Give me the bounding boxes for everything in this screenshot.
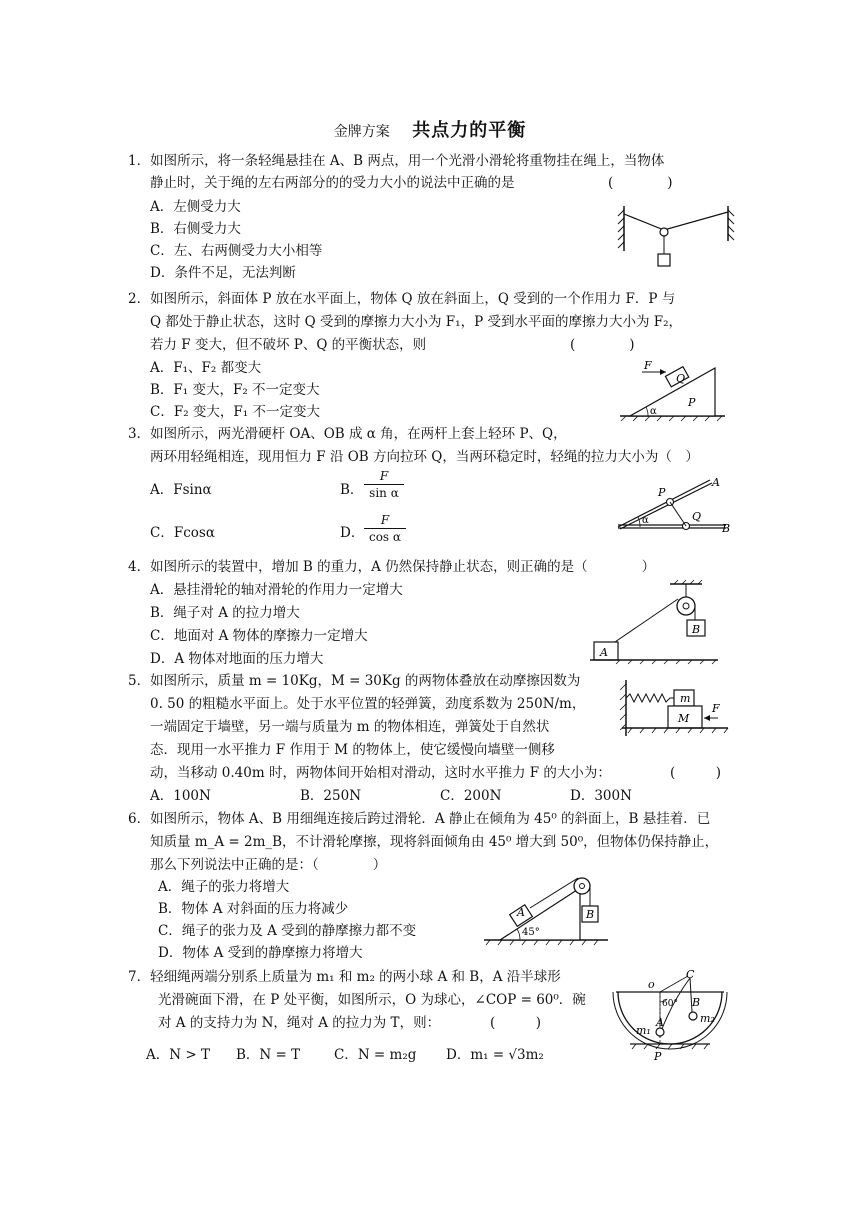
q1-option-a: A．左侧受力大 bbox=[150, 199, 241, 215]
q2-line2: Q 都处于静止状态，这时 Q 受到的摩擦力大小为 F₁，P 受到水平面的摩擦力大小为 F₂， bbox=[150, 314, 683, 330]
q7-line1: 7．轻细绳两端分别系上质量为 m₁ 和 m₂ 的两小球 A 和 B，A 沿半球形 bbox=[128, 969, 561, 985]
q4-option-a: A．悬挂滑轮的轴对滑轮的作用力一定增大 bbox=[150, 582, 403, 598]
q5-figure bbox=[618, 680, 730, 742]
page-title bbox=[0, 116, 860, 142]
q7-fig-label-b: B bbox=[692, 996, 701, 1009]
q4-fig-label-b: B bbox=[692, 623, 701, 636]
q5-fig-label-m: m bbox=[680, 692, 691, 705]
q7-figure bbox=[610, 968, 732, 1063]
q5-option-a: A．100N bbox=[150, 788, 211, 804]
q2-line3: 若力 F 变大，但不破坏 P、Q 的平衡状态，则 bbox=[150, 337, 427, 353]
q6-fig-label-a: A bbox=[517, 906, 525, 919]
title-main: 共点力的平衡 bbox=[412, 120, 527, 141]
q4-fig-label-a: A bbox=[600, 646, 608, 659]
title-prefix: 金牌方案 bbox=[333, 124, 390, 140]
q5-line5: 动，当移动 0.40m 时，两物体间开始相对滑动，这时水平推力 F 的大小为： bbox=[150, 765, 611, 781]
q1-line1: 1．如图所示，将一条轻绳悬挂在 A、B 两点，用一个光滑小滑轮将重物挂在绳上，当物体 bbox=[128, 153, 665, 169]
q3-option-d: D． bbox=[340, 525, 365, 541]
q3-line1: 3．如图所示，两光滑硬杆 OA、OB 成 α 角，在两杆上套上轻环 P、Q， bbox=[128, 426, 567, 442]
q2-fig-label-f: F bbox=[644, 359, 652, 372]
q4-figure bbox=[590, 580, 720, 664]
q6-option-c: C．绳子的张力及 A 受到的静摩擦力都不变 bbox=[158, 923, 417, 939]
q2-fig-label-alpha: α bbox=[650, 406, 657, 417]
q7-option-d: D．m₁ = √3m₂ bbox=[446, 1047, 544, 1063]
q7-line2: 光滑碗面下滑，在 P 处平衡，如图所示，O 为球心，∠COP = 60⁰．碗 bbox=[158, 992, 586, 1008]
q4-line1: 4．如图所示的装置中，增加 B 的重力，A 仍然保持静止状态，则正确的是（ ） bbox=[128, 559, 656, 575]
q7-fig-label-m1: m₁ bbox=[636, 1024, 651, 1037]
q2-figure bbox=[620, 360, 730, 422]
q7-line3: 对 A 的支持力为 N，绳对 A 的拉力为 T，则： bbox=[158, 1015, 441, 1031]
q1-option-b: B．右侧受力大 bbox=[150, 221, 241, 237]
q1-option-c: C．左、右两侧受力大小相等 bbox=[150, 243, 323, 259]
q1-line2: 静止时，关于绳的左右两部分的的受力大小的说法中正确的是 bbox=[150, 175, 515, 191]
q7-fig-label-o: o bbox=[648, 978, 655, 991]
q7-option-b: B．N = T bbox=[236, 1047, 301, 1063]
q4-option-c: C．地面对 A 物体的摩擦力一定增大 bbox=[150, 628, 368, 644]
q2-option-c: C．F₂ 变大，F₁ 不一定变大 bbox=[150, 404, 320, 420]
q1-figure bbox=[616, 206, 736, 276]
q5-line4: 态．现用一水平推力 F 作用于 M 的物体上，使它缓慢向墙壁一侧移 bbox=[150, 742, 555, 758]
q5-bracket: ( ) bbox=[670, 765, 722, 781]
q3-option-b-fraction: F sin α bbox=[364, 468, 404, 501]
q5-fig-label-big-m: M bbox=[678, 712, 690, 725]
q6-option-b: B．物体 A 对斜面的压力将减少 bbox=[158, 901, 349, 917]
q7-fig-label-c: C bbox=[686, 968, 695, 981]
q6-fig-label-b: B bbox=[586, 908, 595, 921]
q1-option-d: D．条件不足，无法判断 bbox=[150, 265, 296, 281]
q3-fig-label-alpha: α bbox=[642, 515, 649, 526]
q2-option-b: B．F₁ 变大，F₂ 不一定变大 bbox=[150, 382, 320, 398]
q3-option-b: B． bbox=[340, 482, 364, 498]
q6-option-d: D．物体 A 受到的静摩擦力将增大 bbox=[158, 945, 363, 961]
q2-option-a: A．F₁、F₂ 都变大 bbox=[150, 360, 262, 376]
q6-line1: 6．如图所示，物体 A、B 用细绳连接后跨过滑轮．A 静止在倾角为 45⁰ 的斜面上，B 悬挂着．已 bbox=[128, 811, 711, 827]
q5-option-c: C．200N bbox=[440, 788, 502, 804]
q5-line2: 0. 50 的粗糙水平面上。处于水平位置的轻弹簧，劲度系数为 250N/m， bbox=[150, 696, 586, 712]
q2-bracket: ( ) bbox=[570, 337, 635, 353]
q3-option-d-fraction: F cos α bbox=[364, 512, 406, 545]
q5-line3: 一端固定于墙壁，另一端与质量为 m 的物体相连，弹簧处于自然状 bbox=[150, 719, 550, 735]
q5-fig-label-f: F bbox=[712, 702, 720, 715]
q3-line2: 两环用轻绳相连，现用恒力 F 沿 OB 方向拉环 Q，当两环稳定时，轻绳的拉力大小为（ ） bbox=[150, 449, 699, 465]
q5-option-d: D．300N bbox=[570, 788, 632, 804]
q7-option-a: A．N > T bbox=[146, 1047, 210, 1063]
q6-line2: 知质量 m_A = 2m_B，不计滑轮摩擦，现将斜面倾角由 45⁰ 增大到 50⁰，但物体仍保持静止， bbox=[150, 834, 719, 850]
q7-bracket: ( ) bbox=[490, 1015, 542, 1031]
q3-fig-label-q: Q bbox=[692, 510, 702, 523]
q7-option-c: C．N = m₂g bbox=[334, 1047, 417, 1063]
q7-fig-label-angle: 60° bbox=[662, 999, 678, 1009]
q6-fig-label-angle: 45° bbox=[522, 927, 540, 938]
q6-line3: 那么下列说法中正确的是：（ ） bbox=[150, 857, 387, 873]
q1-bracket: ( ) bbox=[608, 175, 673, 191]
q5-option-b: B．250N bbox=[300, 788, 362, 804]
q2-line1: 2．如图所示，斜面体 P 放在水平面上，物体 Q 放在斜面上，Q 受到的一个作用力 F．P 与 bbox=[128, 291, 676, 307]
q3-fig-label-a: A bbox=[712, 476, 720, 489]
q3-fig-label-b: B bbox=[722, 522, 731, 535]
q4-option-b: B．绳子对 A 的拉力增大 bbox=[150, 605, 300, 621]
q6-option-a: A．绳子的张力将增大 bbox=[158, 879, 290, 895]
q3-option-a: A．Fsinα bbox=[150, 482, 212, 498]
q7-fig-label-m2: m₂ bbox=[700, 1012, 715, 1025]
q4-option-d: D．A 物体对地面的压力增大 bbox=[150, 651, 324, 667]
q7-fig-label-a: A bbox=[656, 1016, 664, 1029]
q3-fig-label-p: P bbox=[658, 486, 666, 499]
q2-fig-label-p: P bbox=[688, 396, 696, 409]
q3-option-c: C．Fcosα bbox=[150, 525, 215, 541]
q2-fig-label-q: Q bbox=[676, 372, 686, 385]
q5-line1: 5．如图所示，质量 m = 10Kg，M = 30Kg 的两物体叠放在动摩擦因数为 bbox=[128, 673, 581, 689]
q3-figure bbox=[614, 474, 736, 534]
q7-fig-label-p: P bbox=[654, 1050, 662, 1063]
q6-figure bbox=[484, 878, 614, 948]
